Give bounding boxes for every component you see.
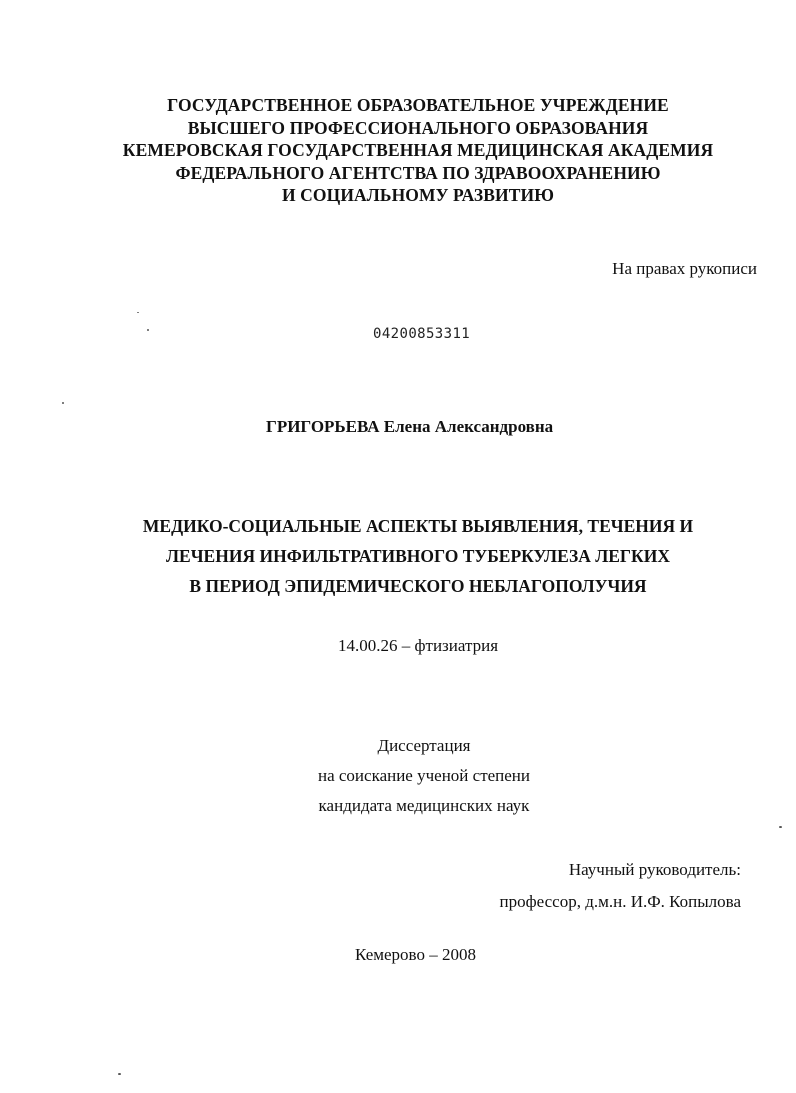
author-name: ГРИГОРЬЕВА Елена Александровна [266,417,554,436]
scan-speck [62,402,64,404]
institution-header [60,94,776,207]
scan-speck [137,312,139,313]
degree-statement [216,731,632,821]
scan-speck [118,1073,121,1075]
specialty-code: 14.00.26 – фтизиатрия [338,636,499,655]
title-line: В ПЕРИОД ЭПИДЕМИЧЕСКОГО НЕБЛАГОПОЛУЧИЯ [189,576,647,596]
degree-line: Диссертация [377,736,471,755]
institution-line: ГОСУДАРСТВЕННОЕ ОБРАЗОВАТЕЛЬНОЕ УЧРЕЖДЕНИЕ [167,95,669,115]
supervisor-block [500,854,741,918]
institution-line: КЕМЕРОВСКАЯ ГОСУДАРСТВЕННАЯ МЕДИЦИНСКАЯ АКАДЕМИЯ [122,140,714,160]
rights-notice: На правах рукописи [612,259,757,278]
city-year: Кемерово – 2008 [355,945,476,964]
supervisor-name: профессор, д.м.н. И.Ф. Копылова [499,892,741,911]
institution-line: ВЫСШЕГО ПРОФЕССИОНАЛЬНОГО ОБРАЗОВАНИЯ [187,117,649,138]
institution-line: И СОЦИАЛЬНОМУ РАЗВИТИЮ [281,185,555,205]
degree-line: кандидата медицинских наук [318,796,530,815]
dissertation-title [60,511,776,601]
degree-line: на соискание ученой степени [317,766,531,785]
scan-speck [147,329,149,331]
scan-speck [779,826,782,828]
supervisor-label: Научный руководитель: [568,860,741,879]
inventory-number: 04200853311 [373,326,471,342]
title-line: ЛЕЧЕНИЯ ИНФИЛЬТРАТИВНОГО ТУБЕРКУЛЕЗА ЛЕГКИХ [166,546,670,566]
institution-line: ФЕДЕРАЛЬНОГО АГЕНТСТВА ПО ЗДРАВООХРАНЕНИЮ [175,162,661,183]
title-line: МЕДИКО-СОЦИАЛЬНЫЕ АСПЕКТЫ ВЫЯВЛЕНИЯ, ТЕЧЕНИЯ И [142,516,694,536]
